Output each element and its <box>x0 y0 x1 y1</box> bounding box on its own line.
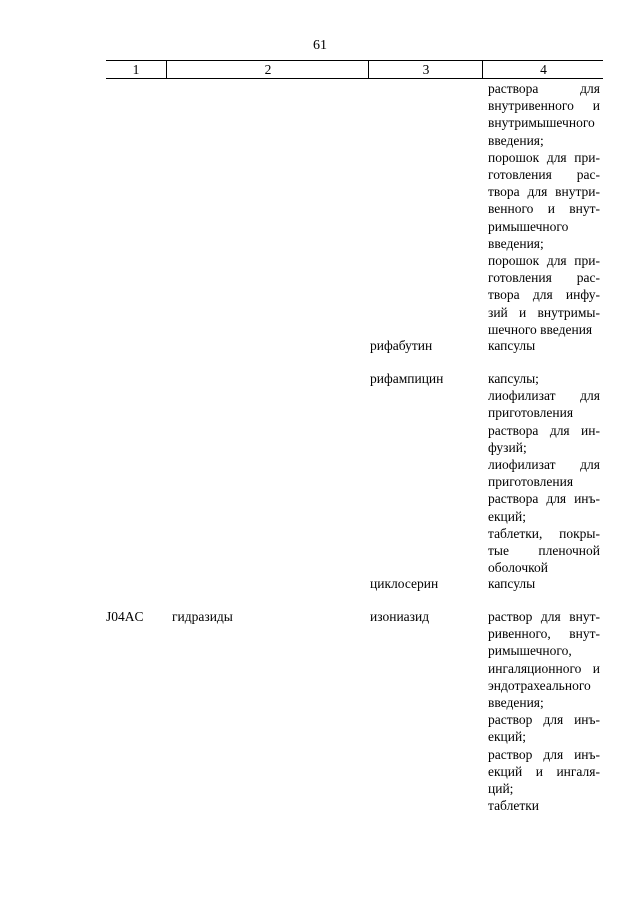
dosage-line: екций; <box>488 729 526 745</box>
cell-col3: циклосерин <box>370 576 439 591</box>
cell-dosage-forms <box>488 337 600 354</box>
dosage-line: раствор для инъ- <box>488 746 600 762</box>
dosage-line: оболочкой <box>488 560 548 576</box>
cell-dosage-forms <box>488 80 600 338</box>
dosage-line: капсулы; <box>488 371 539 386</box>
dosage-line: введения; <box>488 235 544 251</box>
header-cell-4: 4 <box>482 61 604 78</box>
dosage-line: твора для инфу- <box>488 287 600 303</box>
dosage-line: твора для внутри- <box>488 184 600 200</box>
dosage-line: шечного введения <box>488 321 593 337</box>
page-number: 61 <box>313 38 327 53</box>
header-cell-2: 2 <box>166 61 369 78</box>
dosage-line: эндотрахеального <box>488 677 591 693</box>
dosage-line: порошок для при- <box>488 149 600 165</box>
dosage-line: введения; <box>488 695 544 711</box>
dosage-line: раствора для инъ- <box>488 491 600 507</box>
dosage-line: раствора для ин- <box>488 422 600 438</box>
dosage-line: внутривенного и <box>488 98 600 114</box>
cell-col1: J04AC <box>106 609 144 624</box>
header-cell-1: 1 <box>132 62 140 77</box>
cell-dosage-forms <box>488 575 600 592</box>
cell-col3: изониазид <box>370 609 430 624</box>
dosage-line: таблетки <box>488 798 540 814</box>
dosage-line: екций; <box>488 508 526 524</box>
dosage-line: фузий; <box>488 439 527 455</box>
dosage-line: введения; <box>488 132 544 148</box>
dosage-line: готовления рас- <box>488 270 600 286</box>
dosage-line: венного и внут- <box>488 201 600 217</box>
dosage-line: римышечного, <box>488 643 572 659</box>
dosage-line: раствора для <box>488 81 600 96</box>
dosage-line: ривенного, внут- <box>488 626 600 642</box>
dosage-line: лиофилизат для <box>488 457 600 473</box>
dosage-line: внутримышечного <box>488 115 595 131</box>
dosage-line: порошок для при- <box>488 253 600 269</box>
header-cell-3: 3 <box>368 61 483 78</box>
cell-dosage-forms <box>488 370 600 576</box>
dosage-line: приготовления <box>488 405 574 421</box>
cell-dosage-forms <box>488 608 600 814</box>
dosage-line: екций и ингаля- <box>488 763 600 779</box>
cell-col3: рифабутин <box>370 338 433 353</box>
dosage-line: капсулы <box>488 338 536 353</box>
dosage-line: римышечного <box>488 218 569 234</box>
table-header-row <box>106 60 603 79</box>
dosage-line: тые пленочной <box>488 543 600 559</box>
dosage-line: раствор для внут- <box>488 609 600 624</box>
dosage-line: ций; <box>488 781 514 797</box>
dosage-line: раствор для инъ- <box>488 712 600 728</box>
dosage-line: капсулы <box>488 576 536 591</box>
dosage-line: приготовления <box>488 474 574 490</box>
dosage-line: готовления рас- <box>488 167 600 183</box>
dosage-line: лиофилизат для <box>488 388 600 404</box>
dosage-line: зий и внутримы- <box>488 304 600 320</box>
cell-col3: рифампицин <box>370 371 444 386</box>
cell-col2: гидразиды <box>172 609 233 624</box>
dosage-line: ингаляционного и <box>488 660 600 676</box>
dosage-line: таблетки, покры- <box>488 525 600 541</box>
